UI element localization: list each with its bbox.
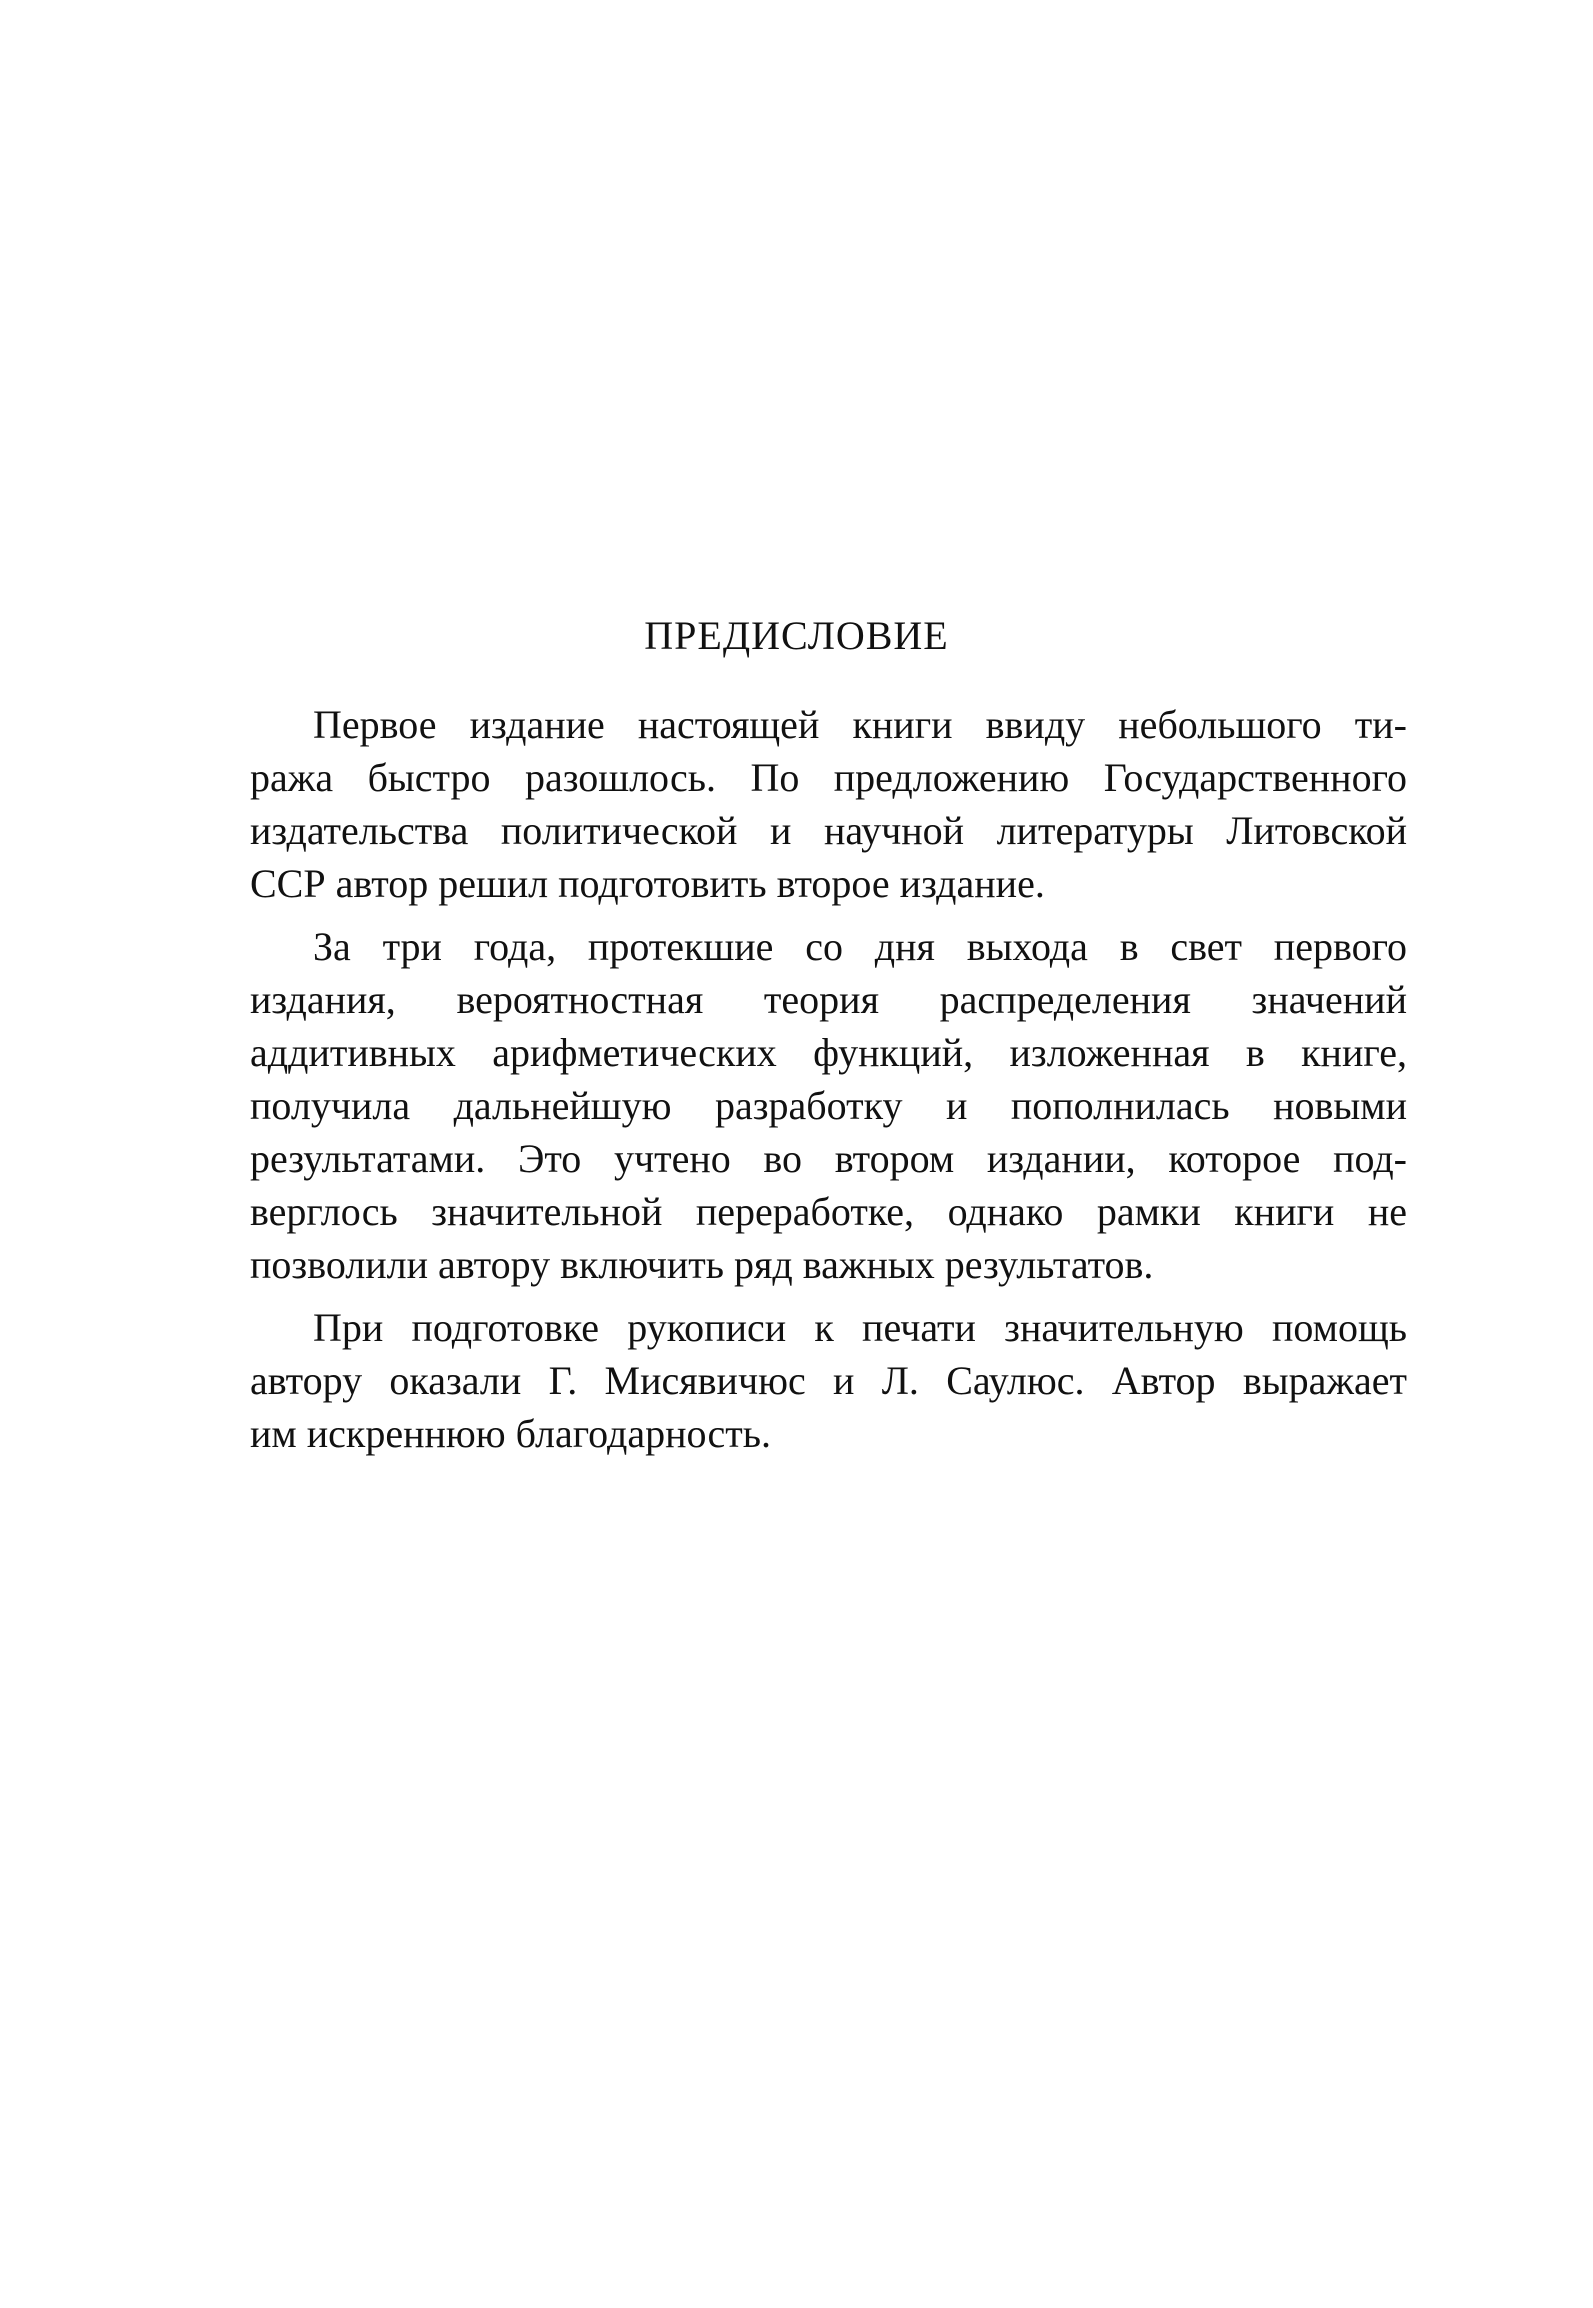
text-line: автору оказали Г. Мисявичюс и Л. Саулюс. Автор выражает: [250, 1358, 1407, 1403]
text-line: ССР автор решил подготовить второе издание.: [250, 861, 1045, 906]
paragraph-2: [250, 920, 1407, 1291]
preface-body: [250, 698, 1407, 1470]
paragraph-1: [250, 698, 1407, 910]
text-line: получила дальнейшую разработку и пополнилась новыми: [250, 1083, 1407, 1128]
text-line: результатами. Это учтено во втором издании, которое под-: [250, 1136, 1407, 1181]
preface-title: ПРЕДИСЛОВИЕ: [644, 613, 949, 658]
text-line: издательства политической и научной литературы Литовской: [250, 808, 1407, 853]
text-line: им искреннюю благодарность.: [250, 1411, 771, 1456]
text-line: ража быстро разошлось. По предложению Государственного: [250, 755, 1407, 800]
text-line: позволили автору включить ряд важных результатов.: [250, 1242, 1154, 1287]
text-line: Первое издание настоящей книги ввиду небольшого ти-: [313, 702, 1407, 747]
text-line: При подготовке рукописи к печати значительную помощь: [313, 1305, 1407, 1350]
paragraph-3: [250, 1301, 1407, 1460]
text-line: За три года, протекшие со дня выхода в свет первого: [313, 924, 1407, 969]
text-line: верглось значительной переработке, однако рамки книги не: [250, 1189, 1407, 1234]
text-line: аддитивных арифметических функций, изложенная в книге,: [250, 1030, 1407, 1075]
text-line: издания, вероятностная теория распределения значений: [250, 977, 1407, 1022]
